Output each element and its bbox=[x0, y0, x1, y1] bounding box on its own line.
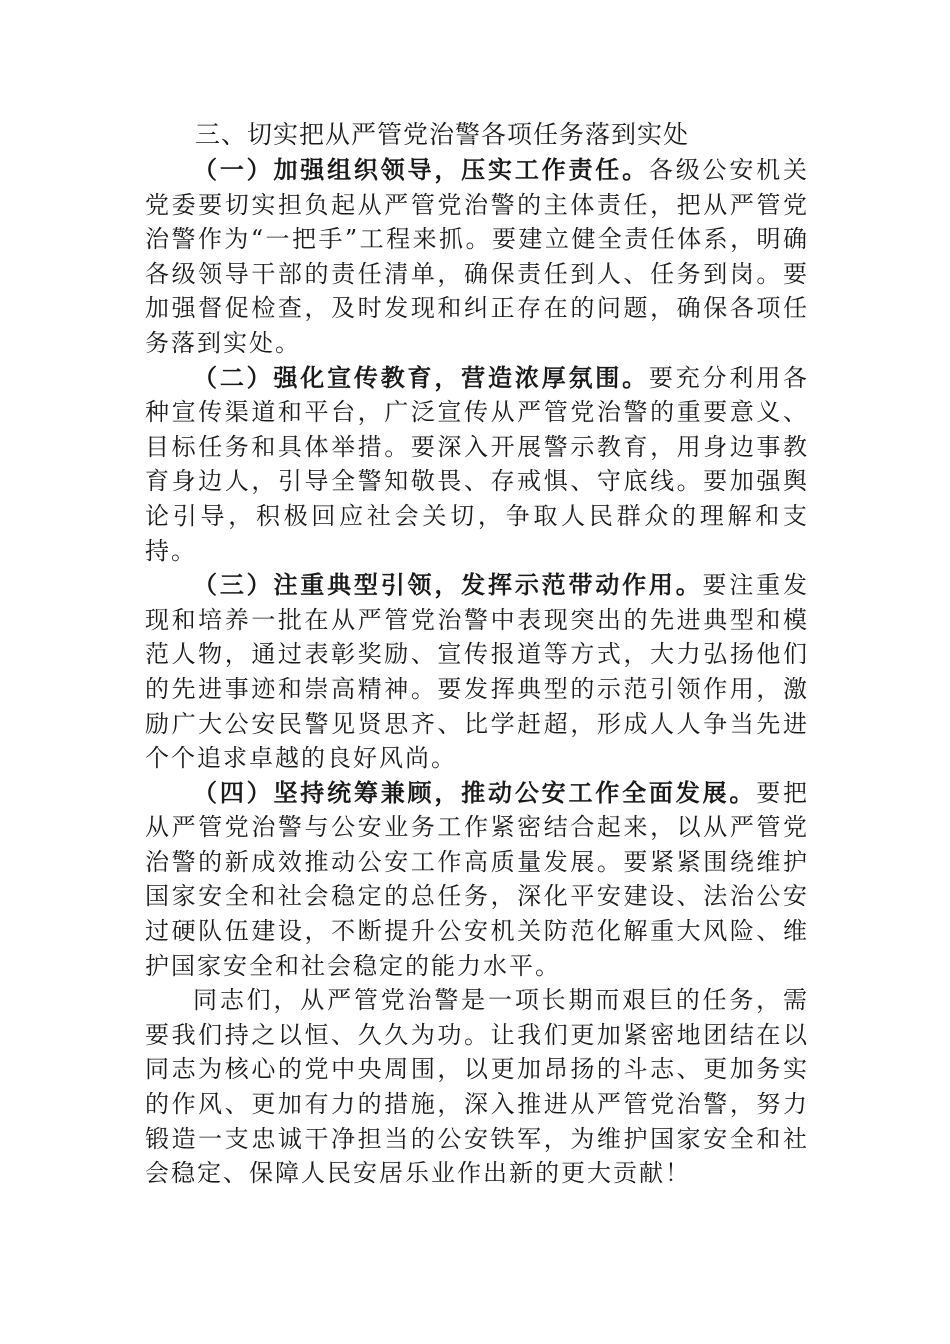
paragraph-4-lead: （四）坚持统筹兼顾，推动公安工作全面发展。 bbox=[193, 777, 757, 807]
paragraph-4 bbox=[145, 776, 809, 984]
paragraph-3 bbox=[145, 568, 809, 776]
paragraph-3-lead: （三）注重典型引领，发挥示范带动作用。 bbox=[193, 570, 703, 600]
paragraph-2-body: 要充分利用各种宣传渠道和平台，广泛宣传从严管党治警的重要意义、目标任务和具体举措。要深入开展警示教育，用身边事教育身边人，引导全警知敬畏、存戒惧、守底线。要加强舆论引导，积极回应社会关切，争取人民群众的理解和支持。 bbox=[145, 363, 810, 565]
paragraph-1 bbox=[145, 153, 809, 361]
section-heading: 三、切实把从严管党治警各项任务落到实处 bbox=[195, 120, 690, 149]
paragraph-2 bbox=[145, 361, 809, 569]
paragraph-3-body: 要注重发现和培养一批在从严管党治警中表现突出的先进典型和模范人物，通过表彰奖励、宣传报道等方式，大力弘扬他们的先进事迹和崇高精神。要发挥典型的示范引领作用，激励广大公安民警见贤思齐、比学赶超，形成人人争当先进个个追求卓越的良好风尚。 bbox=[145, 571, 810, 773]
paragraph-2-lead: （二）强化宣传教育，营造浓厚氛围。 bbox=[193, 362, 649, 392]
document-body bbox=[145, 117, 809, 1191]
paragraph-4-body: 要把从严管党治警与公安业务工作紧密结合起来，以从严管党治警的新成效推动公安工作高质量发展。要紧紧围绕维护国家安全和社会稳定的总任务，深化平安建设、法治公安过硬队伍建设，不断提升公安机关防范化解重大风险、维护国家安全和社会稳定的能力水平。 bbox=[145, 778, 810, 980]
paragraph-1-lead: （一）加强组织领导，压实工作责任。 bbox=[193, 155, 649, 184]
closing-paragraph: 同志们，从严管党治警是一项长期而艰巨的任务，需要我们持之以恒、久久为功。让我们更加紧密地团结在以同志为核心的党中央周围，以更加昂扬的斗志、更加务实的作风、更加有力的措施，深入推进从严管党治警，努力锻造一支忠诚干净担当的公安铁军，为维护国家安全和社会稳定、保障人民安居乐业作出新的更大贡献！ bbox=[145, 986, 809, 1188]
paragraph-1-body: 各级公安机关党委要切实担负起从严管党治警的主体责任，把从严管党治警作为“一把手”工程来抓。要建立健全责任体系，明确各级领导干部的责任清单，确保责任到人、任务到岗。要加强督促检查，及时发现和纠正存在的问题，确保各项任务落到实处。 bbox=[145, 156, 810, 357]
